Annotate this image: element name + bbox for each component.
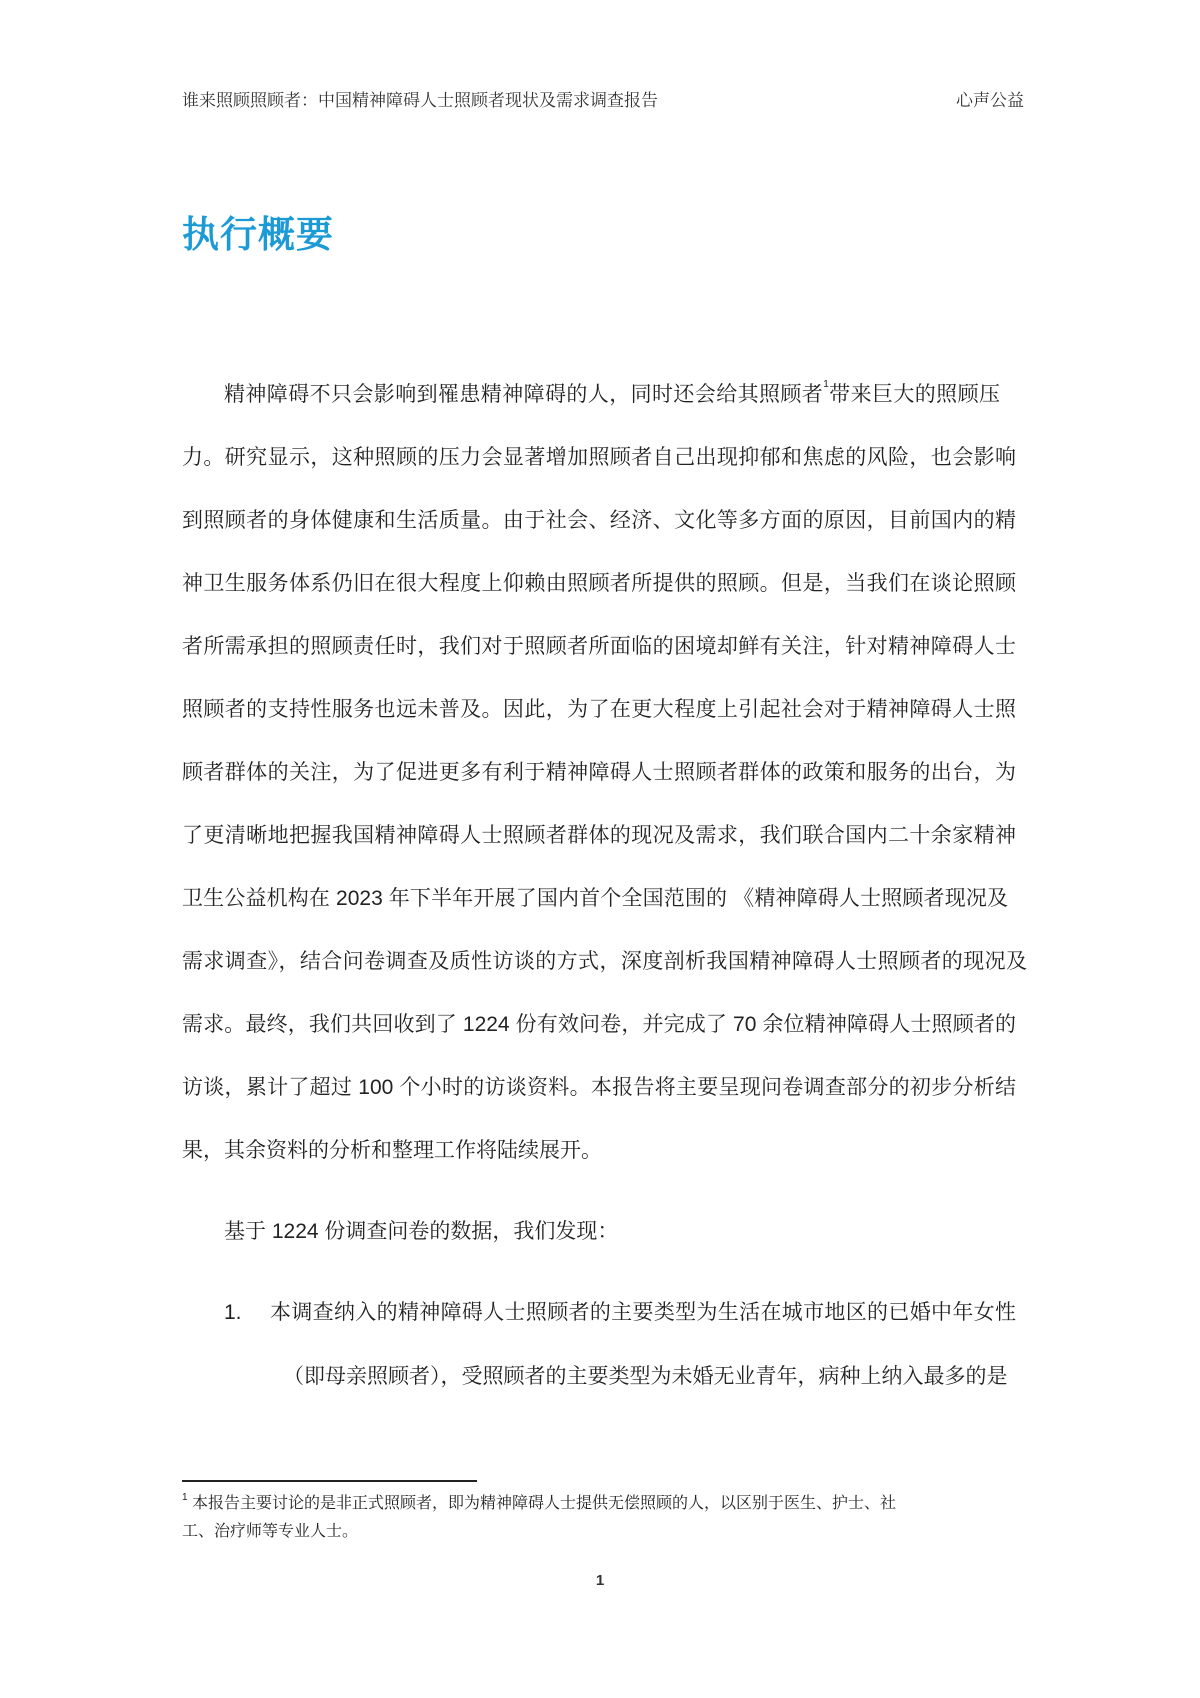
paragraph-findings-intro: 基于 1224 份调查问卷的数据，我们发现： [224,1220,619,1243]
paragraph-line: 需求。最终，我们共回收到了 1224 份有效问卷，并完成了 70 余位精神障碍人士照顾者的 [182,1013,1016,1036]
list-item-line: （即母亲照顾者），受照顾者的主要类型为未婚无业青年，病种上纳入最多的是 [283,1365,1008,1388]
footnote-line [182,1493,896,1515]
paragraph-line: 果，其余资料的分析和整理工作将陆续展开。 [182,1139,602,1162]
paragraph-line: 神卫生服务体系仍旧在很大程度上仰赖由照顾者所提供的照顾。但是，当我们在谈论照顾 [182,572,1016,595]
paragraph-line: 照顾者的支持性服务也远未普及。因此，为了在更大程度上引起社会对于精神障碍人士照 [182,698,1016,721]
paragraph-line: 者所需承担的照顾责任时，我们对于照顾者所面临的困境却鲜有关注，针对精神障碍人士 [182,635,1016,658]
paragraph-line [224,379,1001,410]
line-text: 精神障碍不只会影响到罹患精神障碍的人，同时还会给其照顾者 [224,383,824,406]
list-number: 1. [224,1301,242,1324]
paragraph-line: 需求调查》，结合问卷调查及质性访谈的方式，深度剖析我国精神障碍人士照顾者的现况及 [182,950,1027,973]
footnote-mark: 1 [182,1492,188,1503]
page-number: 1 [595,1572,605,1589]
footnote-ref[interactable]: 1 [823,379,830,390]
paragraph-line: 力。研究显示，这种照顾的压力会显著增加照顾者自己出现抑郁和焦虑的风险，也会影响 [182,446,1016,469]
footnote-line: 工、治疗师等专业人士。 [182,1523,359,1540]
section-title: 执行概要 [182,214,334,255]
paragraph-line: 了更清晰地把握我国精神障碍人士照顾者群体的现况及需求，我们联合国内二十余家精神 [182,824,1016,847]
list-item-line: 本调查纳入的精神障碍人士照顾者的主要类型为生活在城市地区的已婚中年女性 [270,1301,1016,1324]
paragraph-line: 到照顾者的身体健康和生活质量。由于社会、经济、文化等多方面的原因，目前国内的精 [182,509,1016,532]
running-header-title: 谁来照顾照顾者：中国精神障碍人士照顾者现状及需求调查报告 [182,91,658,110]
line-text: 带来巨大的照顾压 [829,383,1001,406]
footnote-divider [182,1480,477,1482]
footnote-text: 本报告主要讨论的是非正式照顾者，即为精神障碍人士提供无偿照顾的人，以区别于医生、护士、社 [192,1495,897,1512]
paragraph-line: 访谈，累计了超过 100 个小时的访谈资料。本报告将主要呈现问卷调查部分的初步分析结 [182,1076,1017,1099]
running-header-org: 心声公益 [956,91,1024,110]
paragraph-line: 卫生公益机构在 2023 年下半年开展了国内首个全国范围的 《精神障碍人士照顾者现况及 [182,887,1008,910]
paragraph-line: 顾者群体的关注，为了促进更多有利于精神障碍人士照顾者群体的政策和服务的出台，为 [182,761,1016,784]
